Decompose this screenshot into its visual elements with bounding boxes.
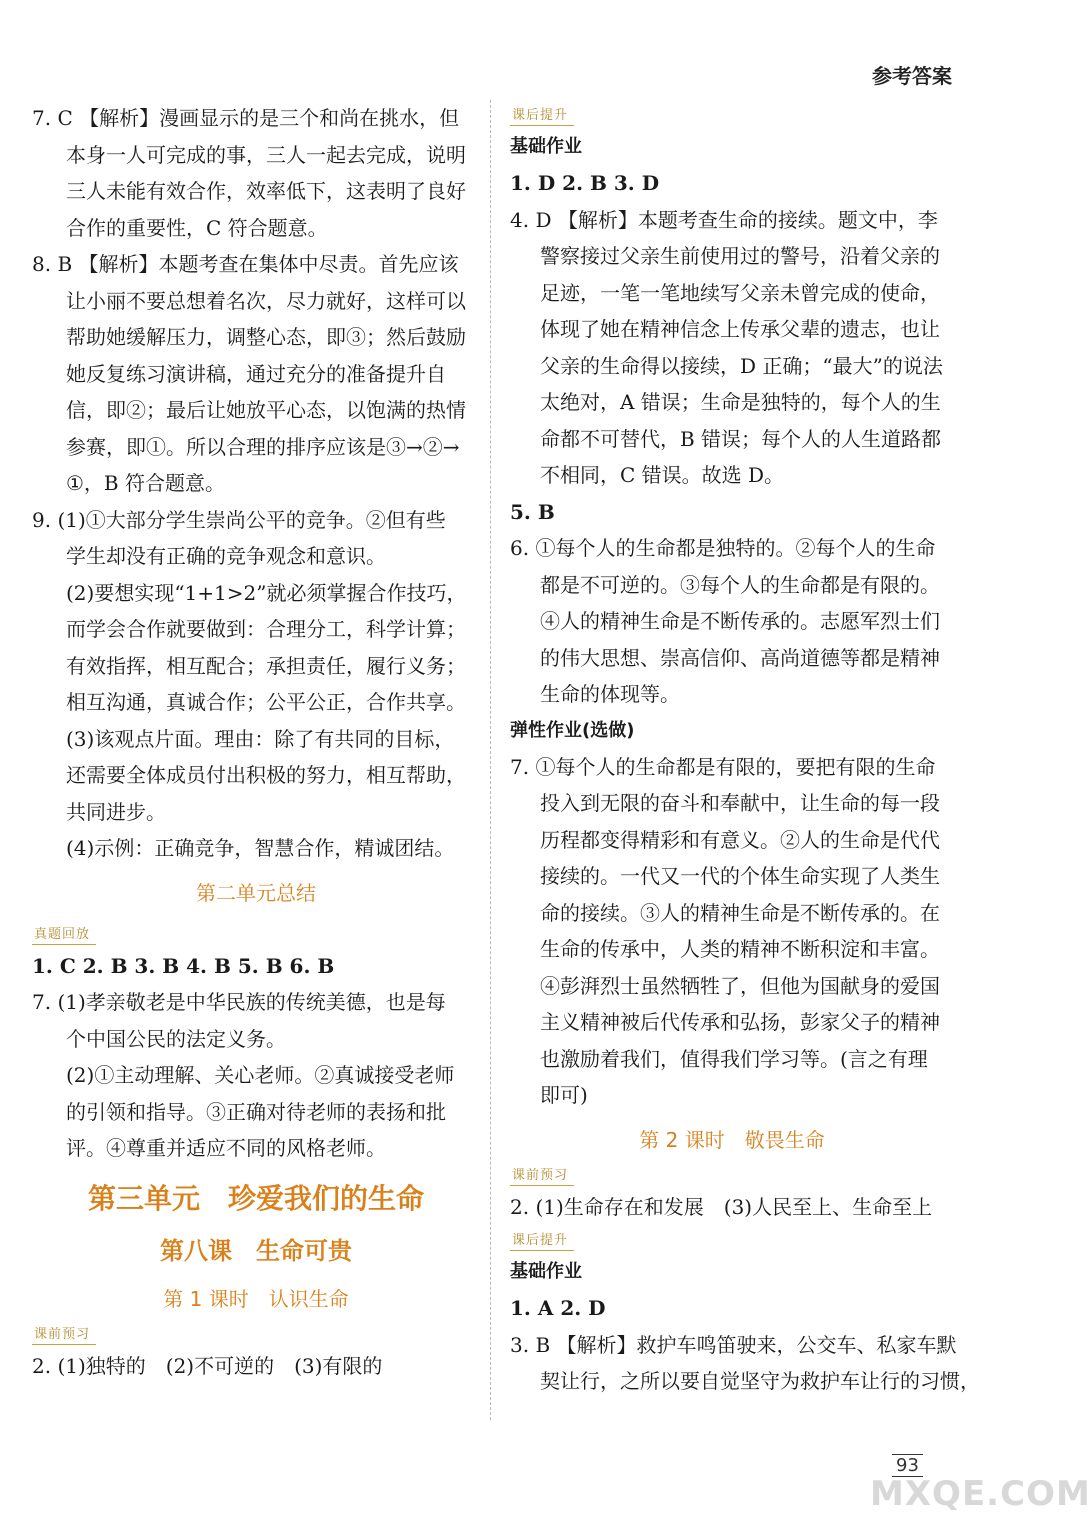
unit3-title: 第三单元 珍爱我们的生命	[87, 1181, 424, 1215]
text-line: 警察接过父亲生前使用过的警号，沿着父亲的	[540, 244, 940, 268]
answers-1-2: 1. A 2. D	[510, 1296, 606, 1320]
answer-5: 5. B	[510, 499, 555, 524]
text-line: 9. (1)①大部分学生崇尚公平的竞争。②但有些	[32, 507, 446, 532]
text-line: 接续的。一代又一代的个体生命实现了人类生	[540, 864, 940, 888]
text-line: ④彭湃烈士虽然牺牲了，但他为国献身的爱国	[540, 973, 940, 998]
text-line: 也激励着我们，值得我们学习等。(言之有理	[540, 1046, 928, 1071]
watermark-logo: MXQE.COM	[870, 1474, 1091, 1514]
text-line: 命都不可替代，B 错误；每个人的人生道路都	[540, 426, 942, 451]
question-9-block	[32, 502, 480, 867]
text-line: 8. B 【解析】本题考查在集体中尽责。首先应该	[32, 252, 459, 276]
text-line: 父亲的生命得以接续，D 正确；“最大”的说法	[540, 353, 943, 378]
page-number: 93	[892, 1454, 923, 1477]
page-header-title: 参考答案	[872, 64, 952, 88]
text-line: 7. (1)孝亲敬老是中华民族的传统美德，也是每	[32, 990, 446, 1014]
text-line: ④人的精神生命是不断传承的。志愿军烈士们	[540, 609, 940, 633]
text-line: 命的接续。③人的精神生命是不断传承的。在	[540, 900, 940, 925]
lesson8-title: 第八课 生命可贵	[160, 1236, 352, 1265]
text-line: 本身一人可完成的事，三人一起去完成，说明	[66, 142, 466, 167]
text-line: 帮助她缓解压力，调整心态，即③；然后鼓励	[66, 325, 466, 349]
text-line: 合作的重要性，C 符合题意。	[66, 215, 328, 240]
text-line: (2)要想实现“1+1>2”就必须掌握合作技巧，	[66, 580, 467, 605]
text-line: 3. B 【解析】救护车鸣笛驶来，公交车、私家车默	[510, 1332, 957, 1357]
text-line: ①，B 符合题意。	[66, 471, 225, 495]
text-line: 评。④尊重并适应不同的风格老师。	[66, 1136, 386, 1160]
section-tag-review: 真题回放	[32, 921, 96, 945]
text-line: 三人未能有效合作，效率低下，这表明了良好	[66, 179, 466, 203]
text-line: 参赛，即①。所以合理的排序应该是③→②→	[66, 434, 460, 459]
question-3-block	[510, 1327, 980, 1400]
question-6-block	[510, 530, 954, 713]
basic-homework-heading: 基础作业	[510, 136, 582, 157]
unit2-summary-heading: 第二单元总结	[196, 880, 316, 905]
preview-answer-right: 2. (1)生命存在和发展 (3)人民至上、生命至上	[510, 1194, 933, 1219]
basic-homework-heading-2: 基础作业	[510, 1261, 582, 1282]
text-line: 还需要全体成员付出积极的努力，相互帮助，	[66, 763, 466, 787]
text-line: 6. ①每个人的生命都是独特的。②每个人的生命	[510, 536, 936, 560]
column-divider	[490, 100, 491, 1420]
text-line: 太绝对，A 错误；生命是独特的，每个人的生	[540, 390, 941, 414]
left-column	[32, 100, 480, 1384]
right-column	[510, 100, 980, 1400]
text-line: 投入到无限的奋斗和奉献中，让生命的每一段	[540, 791, 940, 815]
text-line: 历程都变得精彩和有意义。②人的生命是代代	[540, 827, 940, 852]
question-8-block	[32, 246, 480, 502]
text-line: 体现了她在精神信念上传承父辈的遗志，也让	[540, 317, 940, 341]
text-line: 即可)	[540, 1083, 588, 1107]
text-line: 相互沟通，真诚合作；公平公正，合作共享。	[66, 690, 466, 714]
question-7b-block	[32, 984, 480, 1167]
section-tag-preview: 课前预习	[32, 1321, 96, 1345]
answers-1-6: 1. C 2. B 3. B 4. B 5. B 6. B	[32, 953, 335, 978]
period2-title: 第 2 课时 敬畏生命	[639, 1127, 825, 1152]
period1-title: 第 1 课时 认识生命	[163, 1286, 349, 1311]
text-line: (2)①主动理解、关心老师。②真诚接受老师	[66, 1063, 455, 1087]
text-line: 7. ①每个人的生命都是有限的，要把有限的生命	[510, 754, 936, 779]
text-line: 7. C 【解析】漫画显示的是三个和尚在挑水，但	[32, 106, 460, 130]
section-tag-after-class: 课后提升	[510, 102, 574, 126]
text-line: 共同进步。	[66, 799, 166, 824]
text-line: 生命的传承中，人类的精神不断积淀和丰富。	[540, 937, 940, 961]
text-line: 她反复练习演讲稿，通过充分的准备提升自	[66, 361, 446, 386]
text-line: 的伟大思想、崇高信仰、高尚道德等都是精神	[540, 645, 940, 670]
text-line: 的引领和指导。③正确对待老师的表扬和批	[66, 1099, 446, 1124]
text-line: 生命的体现等。	[540, 682, 680, 706]
text-line: 主义精神被后代传承和弘扬，彭家父子的精神	[540, 1010, 940, 1034]
text-line: 让小丽不要总想着名次，尽力就好，这样可以	[66, 288, 466, 313]
text-line: 而学会合作就要做到：合理分工，科学计算；	[66, 617, 466, 641]
preview-answer: 2. (1)独特的 (2)不可逆的 (3)有限的	[32, 1353, 383, 1378]
text-line: 都是不可逆的。③每个人的生命都是有限的。	[540, 572, 940, 597]
text-line: 足迹，一笔一笔地续写父亲未曾完成的使命，	[540, 280, 940, 305]
text-line: 契让行，之所以要自觉坚守为救护车让行的习惯，	[540, 1369, 980, 1393]
text-line: 4. D 【解析】本题考查生命的接续。题文中，李	[510, 207, 938, 232]
section-tag-preview-right: 课前预习	[510, 1162, 574, 1186]
text-line: (3)该观点片面。理由：除了有共同的目标，	[66, 726, 455, 751]
text-line: 不相同，C 错误。故选 D。	[540, 463, 785, 487]
text-line: (4)示例：正确竞争，智慧合作，精诚团结。	[66, 836, 455, 860]
text-line: 有效指挥，相互配合；承担责任，履行义务；	[66, 653, 466, 678]
text-line: 个中国公民的法定义务。	[66, 1026, 286, 1051]
question-7-right-block	[510, 749, 954, 1114]
text-line: 学生却没有正确的竞争观念和意识。	[66, 544, 386, 568]
text-line: 信，即②；最后让她放平心态，以饱满的热情	[66, 398, 466, 422]
answers-1-3: 1. D 2. B 3. D	[510, 171, 660, 195]
question-7-block	[32, 100, 480, 246]
section-tag-after-class-2: 课后提升	[510, 1227, 574, 1251]
question-4-block	[510, 202, 954, 494]
elastic-homework-heading: 弹性作业(选做)	[510, 719, 635, 741]
